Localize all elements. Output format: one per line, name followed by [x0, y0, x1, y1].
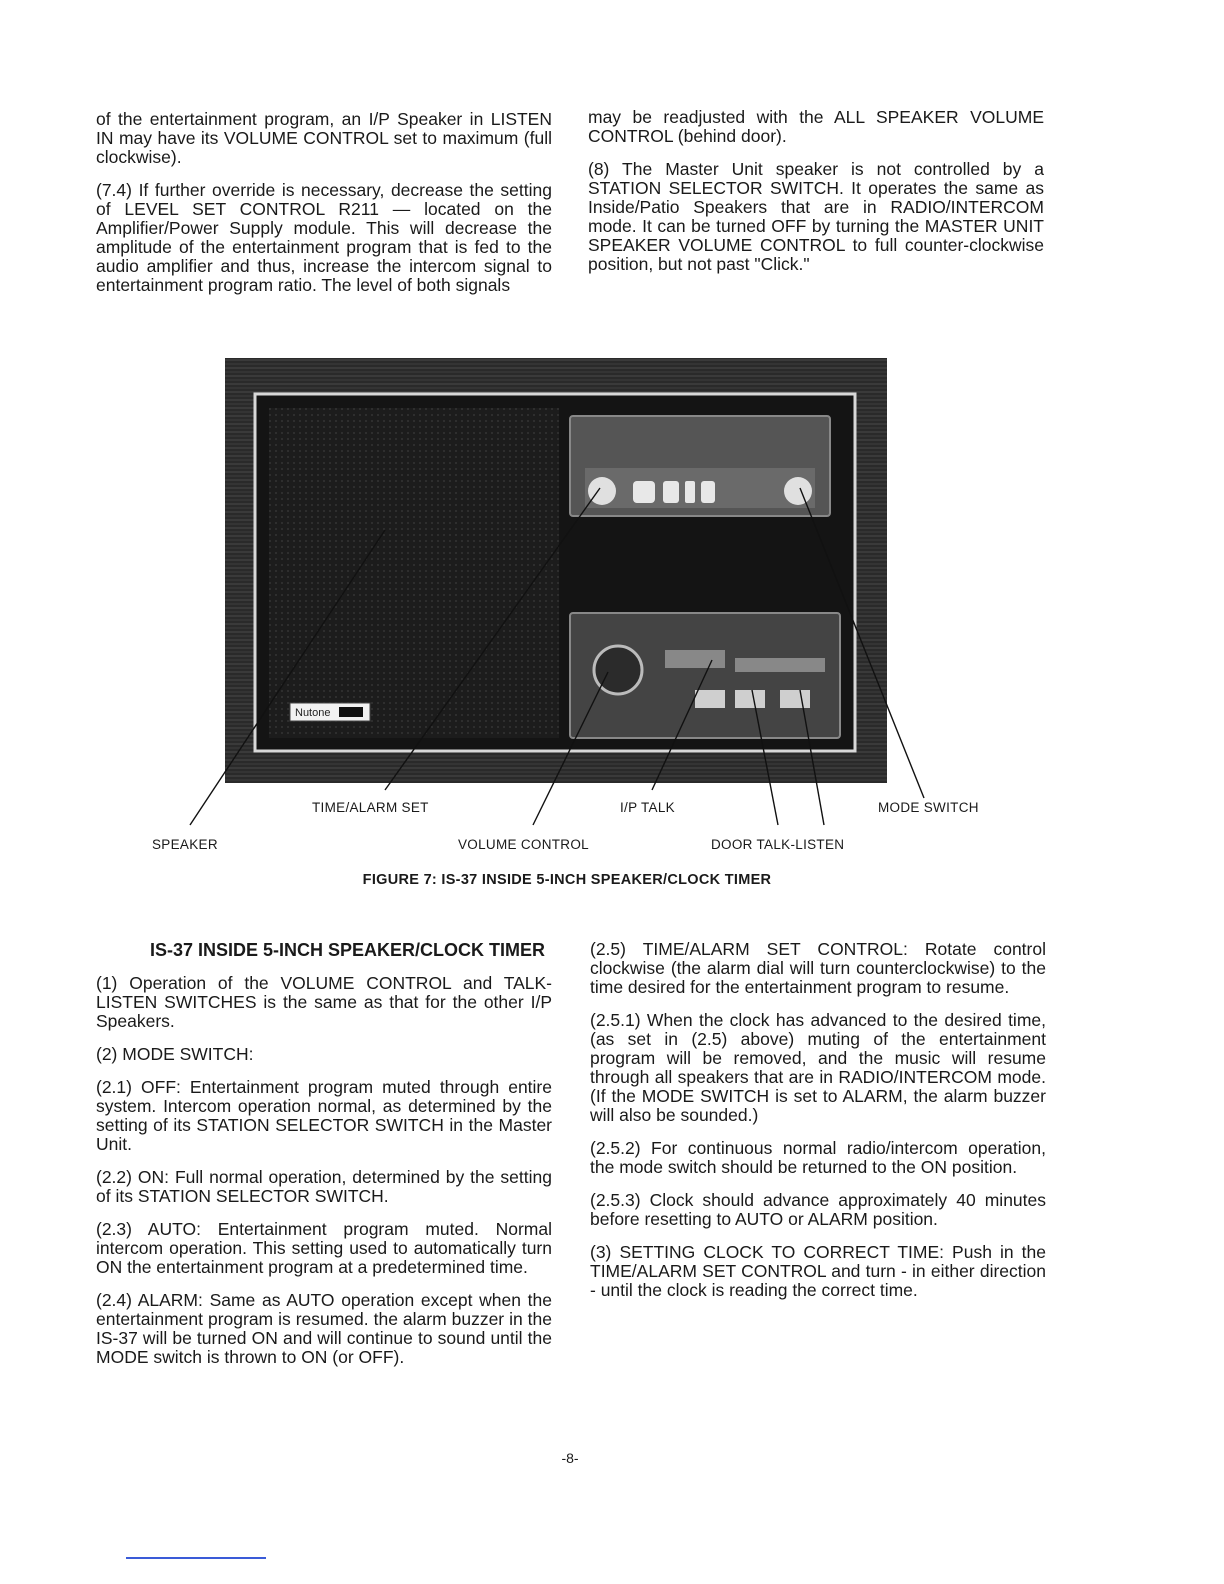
paragraph-2-4: (2.4) ALARM: Same as AUTO operation except when the entertainment program is resumed. the alarm buzzer in the IS-37 will be turned ON and will continue to sound until the MODE switch is thrown to ON (or OFF).	[96, 1290, 552, 1367]
label-speaker: SPEAKER	[152, 837, 218, 852]
figure-caption: FIGURE 7: IS-37 INSIDE 5-INCH SPEAKER/CLOCK TIMER	[362, 872, 772, 888]
paragraph-2-5-3: (2.5.3) Clock should advance approximately 40 minutes before resetting to AUTO or ALARM position.	[590, 1190, 1046, 1229]
section-heading: IS-37 INSIDE 5-INCH SPEAKER/CLOCK TIMER	[150, 940, 546, 960]
paragraph: may be readjusted with the ALL SPEAKER VOLUME CONTROL (behind door).	[588, 107, 1044, 146]
brand-logo: Nutone	[295, 707, 331, 719]
paragraph-1: (1) Operation of the VOLUME CONTROL and TALK-LISTEN SWITCHES is the same as that for the other I/P Speakers.	[96, 973, 552, 1031]
paragraph: of the entertainment program, an I/P Speaker in LISTEN IN may have its VOLUME CONTROL set to maximum (full clockwise).	[96, 109, 552, 167]
paragraph-3: (3) SETTING CLOCK TO CORRECT TIME: Push in the TIME/ALARM SET CONTROL and turn - in either direction - until the clock is reading the correct time.	[590, 1242, 1046, 1300]
label-time-alarm-set: TIME/ALARM SET	[312, 800, 429, 815]
paragraph-2-3: (2.3) AUTO: Entertainment program muted. Normal intercom operation. This setting used to automatically turn ON the entertainment program at a predetermined time.	[96, 1219, 552, 1277]
paragraph-2-2: (2.2) ON: Full normal operation, determined by the setting of its STATION SELECTOR SWITCH.	[96, 1167, 552, 1206]
paragraph-2-1: (2.1) OFF: Entertainment program muted through entire system. Intercom operation normal, as determined by the setting of its STATION SELECTOR SWITCH in the Master Unit.	[96, 1077, 552, 1154]
label-volume-control: VOLUME CONTROL	[458, 837, 589, 852]
page-number: -8-	[561, 1450, 579, 1466]
label-door-talk-listen: DOOR TALK-LISTEN	[711, 837, 845, 852]
bottom-left-column	[96, 940, 552, 1381]
paragraph-7-4: (7.4) If further override is necessary, decrease the setting of LEVEL SET CONTROL R211 — located on the Amplifier/Power Supply module. This will decrease the amplitude of the entertainment program that is fed to the audio amplifier and thus, increase the intercom signal to entertainment program ratio. The level of both signals	[96, 180, 552, 295]
paragraph-2-5-1: (2.5.1) When the clock has advanced to the desired time, (as set in (2.5) above) muting of the entertainment program will be removed, and the music will resume through all speakers that are in RADIO/INTERCOM mode. (If the MODE SWITCH is set to ALARM, the alarm buzzer will also be sounded.)	[590, 1010, 1046, 1125]
label-mode-switch: MODE SWITCH	[878, 800, 979, 815]
top-right-column	[588, 108, 1044, 288]
top-left-column	[96, 110, 552, 309]
label-ip-talk: I/P TALK	[620, 800, 675, 815]
paragraph-2: (2) MODE SWITCH:	[96, 1044, 254, 1064]
speaker-clock-photo	[225, 358, 887, 783]
footer-rule	[126, 1557, 266, 1559]
paragraph-2-5-2: (2.5.2) For continuous normal radio/intercom operation, the mode switch should be returned to the ON position.	[590, 1138, 1046, 1177]
paragraph-2-5: (2.5) TIME/ALARM SET CONTROL: Rotate control clockwise (the alarm dial will turn counterclockwise) to the time desired for the entertainment program to resume.	[590, 939, 1046, 997]
paragraph-8: (8) The Master Unit speaker is not controlled by a STATION SELECTOR SWITCH. It operates the same as Inside/Patio Speakers that are in RADIO/INTERCOM mode. It can be turned OFF by turning the MASTER UNIT SPEAKER VOLUME CONTROL to full counter-clockwise position, but not past "Click."	[588, 159, 1044, 274]
bottom-right-column	[590, 940, 1046, 1314]
speaker-clock-illustration	[225, 358, 887, 783]
